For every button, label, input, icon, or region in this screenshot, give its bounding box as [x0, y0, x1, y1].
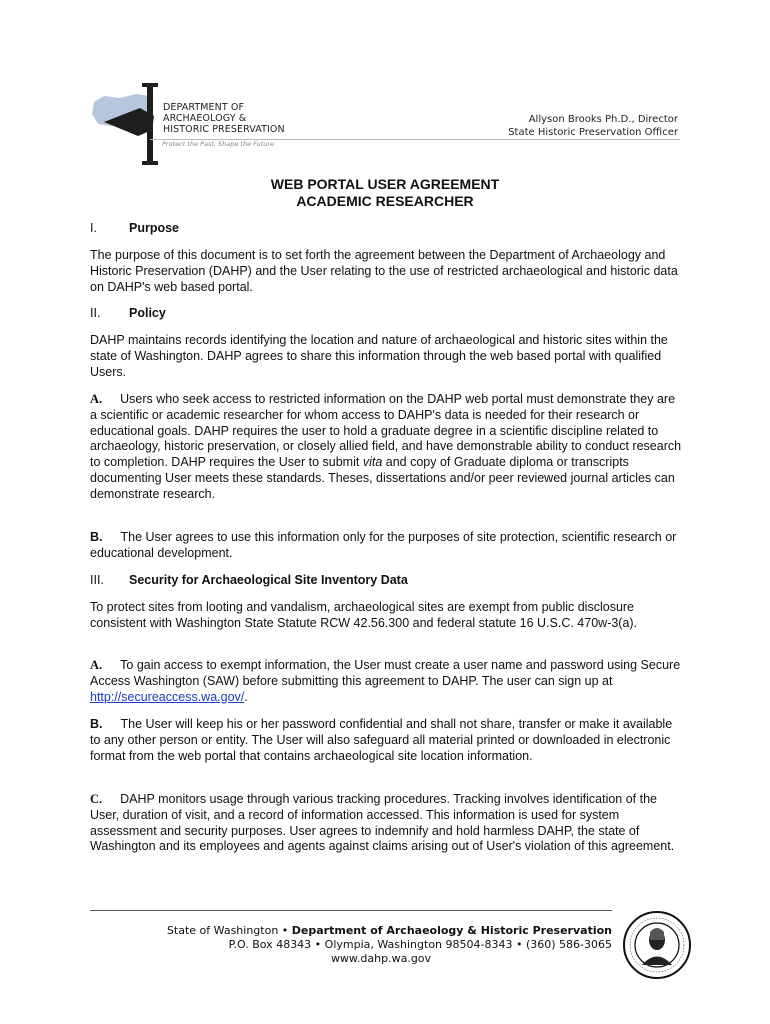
policy-item-b-text: The User agrees to use this information only for the purposes of site protection, scientific research or educational development.	[90, 530, 677, 560]
policy-item-a-vita: vita	[362, 455, 383, 470]
footer-address: P.O. Box 48343 • Olympia, Washington 98504-8343 • (360) 586-3065	[228, 938, 612, 951]
dept-name-line2: ARCHAEOLOGY &	[163, 113, 247, 124]
section-2-title: Policy	[129, 306, 166, 320]
security-item-c-marker: C.	[90, 792, 103, 806]
security-item-b-marker: B.	[90, 717, 103, 731]
policy-item-b	[90, 530, 685, 562]
policy-item-a	[90, 392, 685, 503]
dept-name-line1: DEPARTMENT OF	[163, 102, 245, 113]
section-1-title: Purpose	[129, 221, 180, 235]
policy-item-b-marker: B.	[90, 530, 103, 544]
doc-title-line2: ACADEMIC RESEARCHER	[296, 193, 474, 209]
section-2-number: II.	[90, 306, 101, 320]
security-item-c-text: DAHP monitors usage through various tracking procedures. Tracking involves identification of the User, duration of visit, and a record of information accessed. This information is used for system assessment and security purposes. User agrees to indemnify and hold harmless DAHP, the state of Washington and its employees and agents against claims arising out of User's violation of this agreement.	[90, 792, 675, 854]
section-3-title: Security for Archaeological Site Inventory Data	[129, 573, 408, 587]
secureaccess-link[interactable]: http://secureaccess.wa.gov/	[90, 689, 245, 704]
footer-divider	[90, 910, 612, 911]
section-1-number: I.	[90, 221, 97, 235]
dahp-logo	[90, 80, 290, 170]
director-info	[508, 113, 678, 139]
policy-item-a-text-1: Users who seek access to restricted information on the DAHP web portal must demonstrate they are a scientific or academic researcher for whom access to DAHP's data is needed for their research or educational goals. DAHP requires the user to hold a graduate degree in a scientific discipline related to archaeology, historic preservation, or closely allied field, and have demonstrable ability to conduct research to completion. DAHP requires the User to submit	[90, 392, 682, 470]
footer-website: www.dahp.wa.gov	[330, 952, 432, 965]
policy-item-a-text-2: and copy of Graduate diploma or transcripts documenting User meets these standards. Theses, dissertations and/or peer reviewed journal articles can demonstrate research.	[90, 455, 675, 501]
security-item-c	[90, 792, 685, 855]
footer-dept: Department of Archaeology & Historic Preservation	[291, 924, 612, 937]
section-3-number: III.	[90, 573, 104, 587]
security-item-a-text-1: To gain access to exempt information, the User must create a user name and password using Secure Access Washington (SAW) before submitting this agreement to DAHP. The user can sign up at	[90, 658, 681, 688]
security-item-a-text-2: .	[244, 689, 248, 704]
purpose-paragraph: The purpose of this document is to set forth the agreement between the Department of Archaeology and Historic Preservation (DAHP) and the User relating to the use of restricted archaeological and historic data on DAHP's web based portal.	[90, 248, 678, 294]
state-seal-icon	[622, 910, 692, 980]
doc-title-line1: WEB PORTAL USER AGREEMENT	[270, 176, 500, 192]
security-item-b-text: The User will keep his or her password confidential and shall not share, transfer or make it available to any other person or entity. The User will also safeguard all material printed or downloaded in electronic format from the web portal that contains archaeological site location information.	[90, 717, 673, 763]
director-name: Allyson Brooks Ph.D., Director	[528, 114, 678, 125]
dept-name-line3: HISTORIC PRESERVATION	[163, 124, 285, 135]
security-item-a-marker: A.	[90, 658, 103, 672]
director-title: State Historic Preservation Officer	[508, 127, 678, 138]
security-item-b	[90, 717, 685, 764]
logo-tagline: Protect the Past, Shape the Future	[162, 140, 275, 148]
washington-state-seal	[622, 910, 692, 980]
security-item-a	[90, 658, 685, 705]
policy-item-a-marker: A.	[90, 392, 103, 406]
header-divider	[150, 139, 680, 140]
footer-address-block	[150, 924, 612, 966]
policy-paragraph: DAHP maintains records identifying the location and nature of archaeological and historic sites within the state of Washington. DAHP agrees to share this information through the web based portal with qualified Users.	[90, 333, 668, 379]
footer-state: State of Washington •	[166, 924, 292, 937]
security-paragraph: To protect sites from looting and vandalism, archaeological sites are exempt from public disclosure consistent with Washington State Statute RCW 42.56.300 and federal statute 16 U.S.C. 470w-3(a).	[90, 600, 638, 630]
